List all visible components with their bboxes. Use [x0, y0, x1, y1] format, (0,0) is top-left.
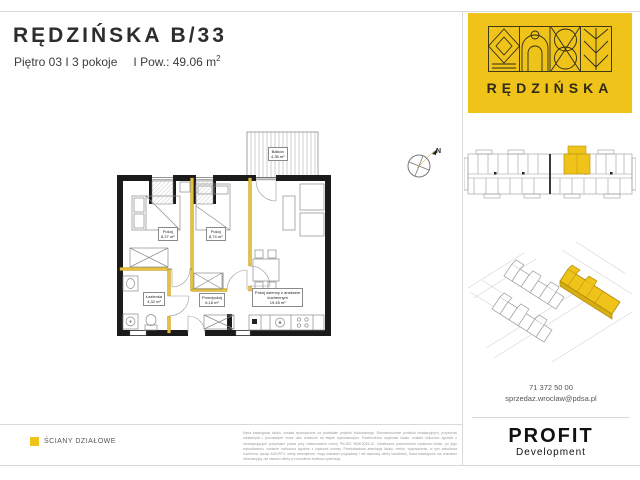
- brand-pattern-icon: [488, 26, 612, 72]
- door-swings: [169, 181, 276, 333]
- floor-plan-drawing: [110, 118, 350, 352]
- developer-logo: [462, 426, 640, 458]
- room-label-hall: Przedpokój 6,18 m²: [199, 293, 225, 307]
- room-label-balcony: Balkon 4,36 m²: [268, 147, 288, 161]
- contact-block: [462, 382, 640, 405]
- floor-plan: [110, 118, 350, 352]
- page-subtitle: [14, 54, 221, 69]
- bottom-rule: [0, 465, 640, 466]
- site-building-gray-1: [504, 260, 564, 309]
- developer-tagline: Development: [516, 447, 586, 458]
- legend-partition-walls: [30, 437, 116, 446]
- thin-walls: [168, 269, 223, 289]
- legend-label: ŚCIANY DZIAŁOWE: [44, 438, 116, 445]
- wall-shaft-right: [236, 331, 250, 335]
- legend-swatch: [30, 437, 39, 446]
- site-plan-isometric: [466, 238, 634, 364]
- floor-rooms-text: Piętro 03 I 3 pokoje: [14, 55, 118, 69]
- wall-shaft-left: [130, 331, 146, 335]
- highlighted-unit-marker: [564, 146, 590, 174]
- window-recess-1: [152, 181, 173, 204]
- building-floor-overview: [464, 140, 636, 218]
- compass-icon: [398, 142, 442, 186]
- window-recess-2: [196, 181, 213, 204]
- page-title: RĘDZIŃSKA B/33: [13, 24, 227, 47]
- footer-divider: [0, 424, 462, 425]
- contact-email: sprzedaz.wroclaw@pdsa.pl: [505, 394, 597, 404]
- contact-divider: [472, 417, 630, 418]
- room-label-room2: Pokój 8,74 m²: [206, 227, 226, 241]
- developer-name: PROFIT: [508, 425, 594, 447]
- brand-name: RĘDZIŃSKA: [486, 80, 614, 96]
- disclaimer-text: Karta katalogowa lokalu, została sporządzona na podstawie projektu budowlanego. Rozmieszczenie punktów instalacyjnych, przyborów sanitarnych i pozostałych może ulec zmianom na etapie wykonawczym. Powierzchnia użytkowa lokalu, została obliczona zgodnie z obowiązującymi przepisami prawa przy zastosowaniu normy PN-ISO 9836:2015-12. Ostateczna powierzchnia użytkowa lokalu, po jego wybudowaniu, zostanie rozliczona zgodnie z zapisami umowy. Przedstawiona aranżacja lokalu, meble, wyposażenie, w tym zabudowa kuchenna, sprzęt AGD/RTV, strefy wewnętrzne, mają charakter poglądowy i nie stanowią oferty handlowej. Karta katalogowa ma charakter informacyjny, nie stanowi oferty w rozumieniu kodeksu cywilnego.: [243, 431, 457, 462]
- svg-text:N: N: [436, 148, 442, 155]
- room-label-bathroom: Łazienka 4,32 m²: [143, 292, 165, 306]
- brand-logo-box: [468, 13, 632, 113]
- room-label-living: Pokój dzienny z aneksem kuchennym 19,45 m²: [252, 288, 303, 307]
- area-text: I Pow.: 49.06 m: [133, 55, 217, 69]
- area-superscript: 2: [216, 54, 221, 63]
- top-rule: [0, 11, 640, 12]
- contact-phone: 71 372 50 00: [529, 383, 573, 392]
- room-label-room1: Pokój 8,27 m²: [158, 227, 178, 241]
- partition-walls: [120, 178, 252, 333]
